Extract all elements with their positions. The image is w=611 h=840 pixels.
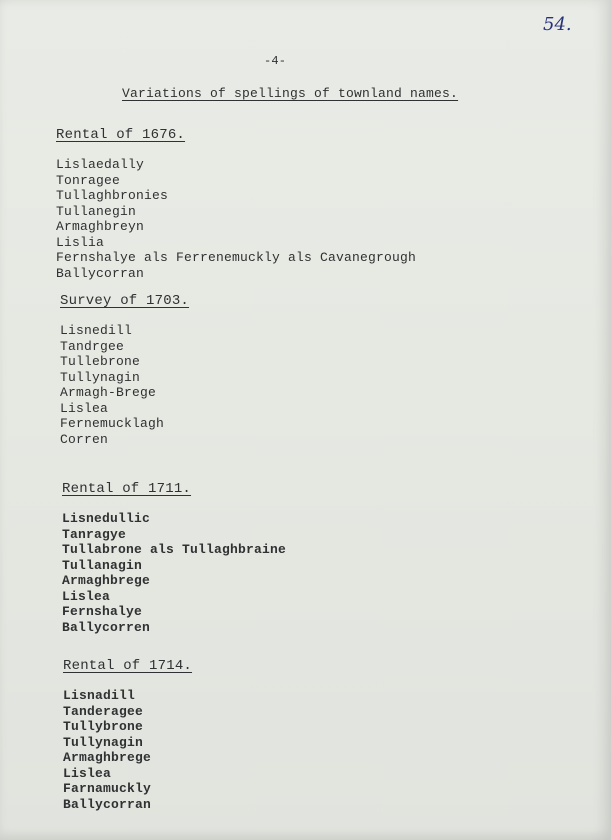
townland-name: Tullaghbronies: [56, 188, 169, 203]
townland-name: Ballycorran: [63, 796, 152, 812]
townland-name: Tullebrone: [60, 354, 141, 369]
townland-name: Lisnedill: [60, 323, 133, 338]
townland-name: Tonragee: [56, 172, 121, 188]
townland-name: Tanragye: [62, 526, 127, 542]
folio-number: 54.: [543, 14, 572, 35]
townland-name: Lislia: [56, 234, 105, 250]
townland-name: Tullanegin: [56, 203, 137, 219]
townland-name: Lislea: [63, 765, 112, 781]
townland-name: Armaghbreyn: [56, 219, 145, 234]
townland-name: Lislea: [62, 588, 111, 604]
section-heading: Rental of 1714.: [63, 658, 193, 674]
townland-name: Tullabrone als Tullaghbraine: [62, 542, 287, 557]
townland-name: Lislaedally: [56, 157, 145, 172]
townland-name: Corren: [60, 431, 109, 447]
townland-name: Fernshalye als Ferrenemuckly als Cavanegrough: [56, 250, 417, 265]
townland-name: Lisnadill: [63, 688, 136, 703]
section-heading: Rental of 1676.: [56, 127, 186, 143]
section-heading: Rental of 1711.: [62, 481, 192, 497]
section-rental-1714: [63, 658, 192, 812]
townland-name: Armaghbrege: [62, 573, 151, 588]
townland-list: [63, 688, 192, 812]
townland-name: Lislea: [60, 400, 109, 416]
section-heading: Survey of 1703.: [60, 293, 190, 309]
townland-name: Tullynagin: [63, 734, 144, 750]
townland-name: Tullybrone: [63, 719, 144, 734]
document-title: Variations of spellings of townland names.: [122, 86, 459, 101]
townland-name: Tandrgee: [60, 338, 125, 354]
townland-name: Lisnedullic: [62, 511, 151, 526]
townland-name: Ballycorren: [62, 619, 151, 635]
townland-name: Tullanagin: [62, 557, 143, 573]
townland-name: Tanderagee: [63, 703, 144, 719]
section-rental-1676: [56, 127, 416, 281]
townland-name: Armaghbrege: [63, 750, 152, 765]
section-survey-1703: [60, 293, 189, 447]
townland-list: [60, 323, 189, 447]
townland-name: Fernemucklagh: [60, 416, 165, 431]
townland-list: [62, 511, 286, 635]
section-rental-1711: [62, 481, 286, 635]
townland-name: Tullynagin: [60, 369, 141, 385]
townland-name: Farnamuckly: [63, 781, 152, 796]
townland-name: Fernshalye: [62, 604, 143, 619]
townland-name: Armagh-Brege: [60, 385, 157, 400]
townland-name: Ballycorran: [56, 265, 145, 281]
townland-list: [56, 157, 416, 281]
page-number: -4-: [264, 54, 287, 68]
